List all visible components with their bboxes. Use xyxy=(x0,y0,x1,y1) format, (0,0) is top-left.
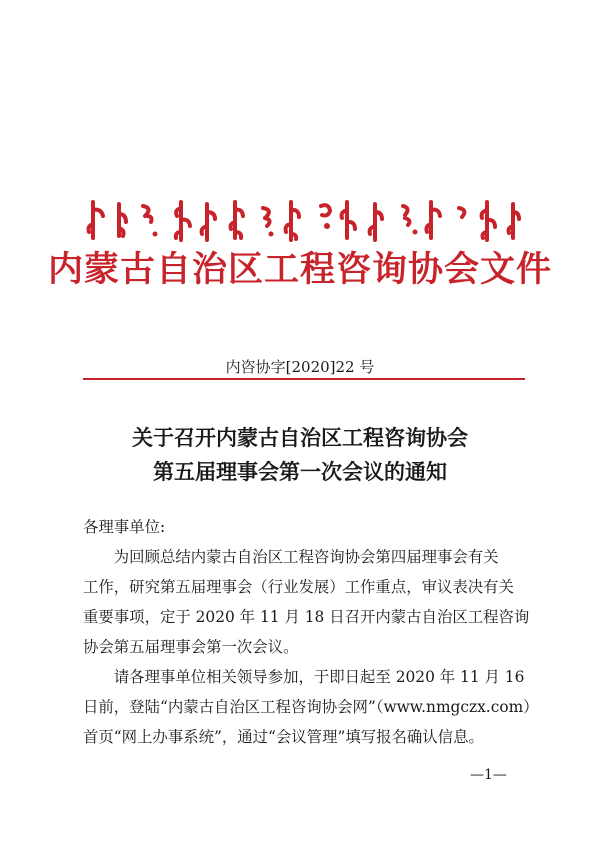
notice-title-line-2: 第五届理事会第一次会议的通知 xyxy=(153,459,447,484)
red-divider xyxy=(83,378,525,380)
body-line: 请各理事单位相关领导参加，于即日起至 2020 年 11 月 16 xyxy=(83,668,525,686)
document-header-title: 内蒙古自治区工程咨询协会文件 xyxy=(47,250,552,290)
body-line: 协会第五届理事会第一次会议。 xyxy=(83,638,299,656)
notice-title-line-1: 关于召开内蒙古自治区工程咨询协会 xyxy=(132,425,468,450)
body-line: 首页“网上办事系统”，通过“会议管理”填写报名确认信息。 xyxy=(83,728,484,746)
body-line: 重要事项，定于 2020 年 11 月 18 日召开内蒙古自治区工程咨询 xyxy=(83,608,530,626)
page-number: —1— xyxy=(470,767,507,783)
mongolian-script-header xyxy=(85,196,525,246)
salutation: 各理事单位: xyxy=(83,518,166,536)
document-number: 内咨协字[2020]22 号 xyxy=(225,358,375,376)
body-line: 工作，研究第五届理事会（行业发展）工作重点，审议表决有关 xyxy=(83,578,514,596)
body-line: 日前，登陆“内蒙古自治区工程咨询协会网”（www.nmgczx.com） xyxy=(83,698,539,716)
body-line: 为回顾总结内蒙古自治区工程咨询协会第四届理事会有关 xyxy=(83,548,499,566)
